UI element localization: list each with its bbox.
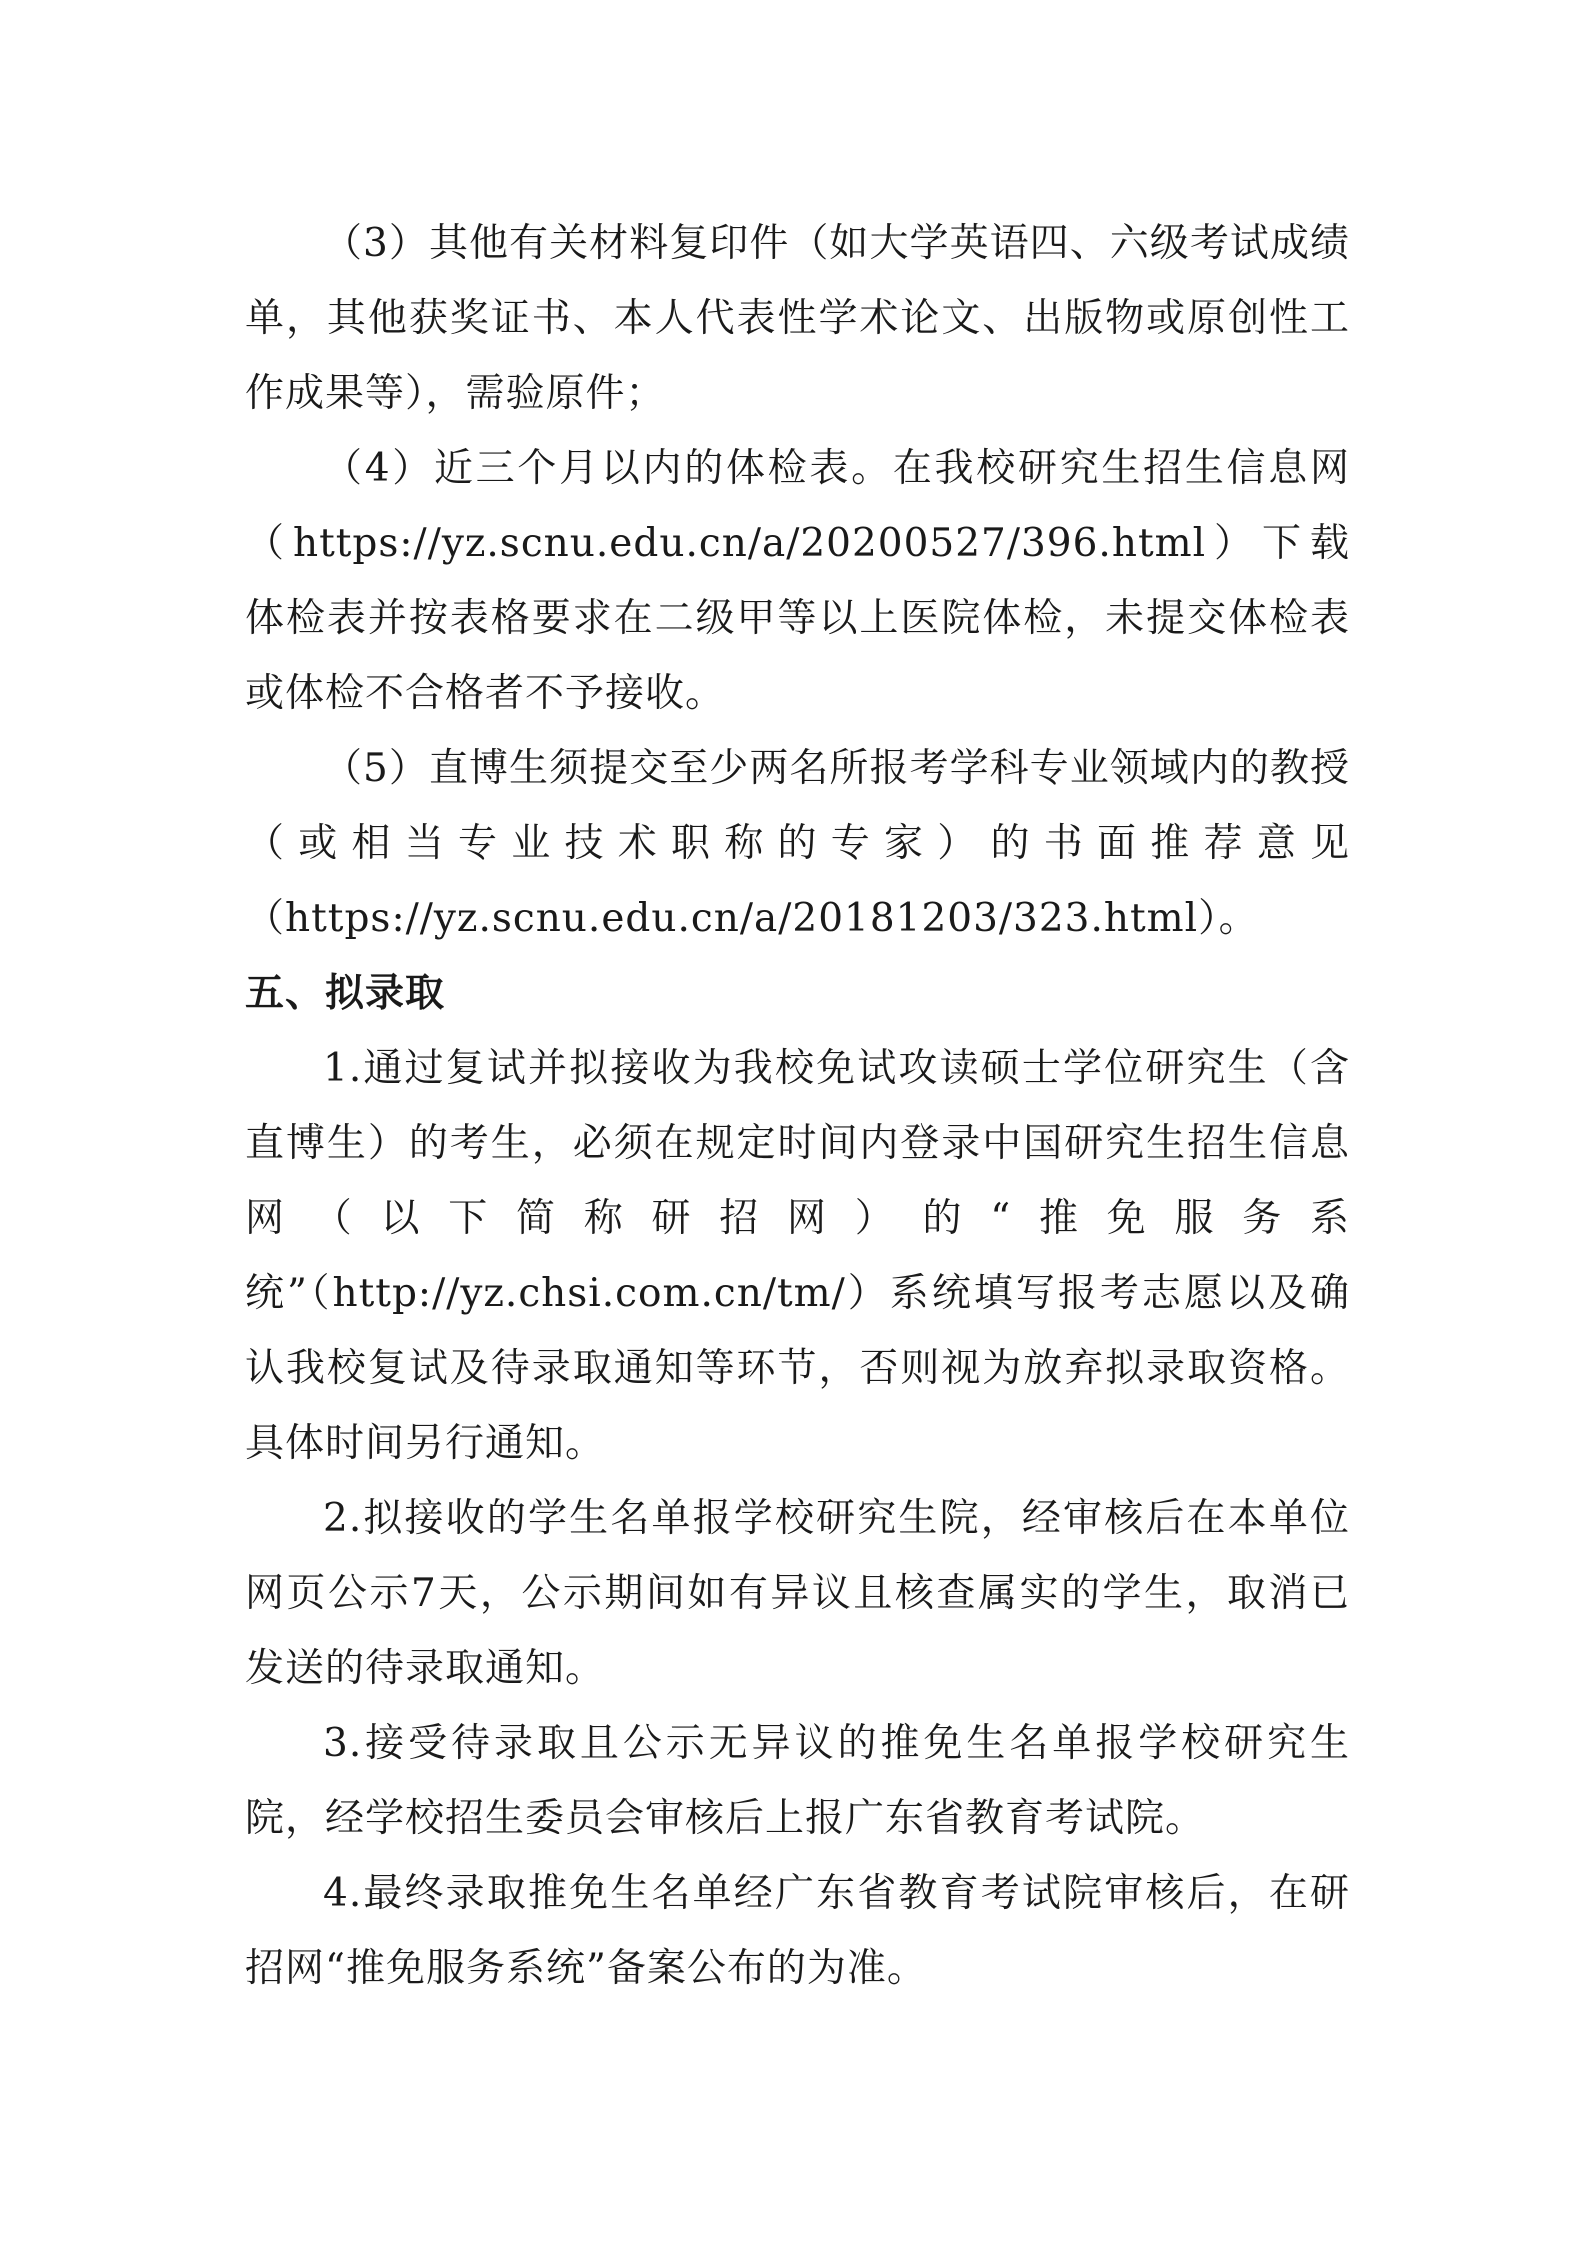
- admission-paragraph-2: 2.拟接收的学生名单报学校研究生院，经审核后在本单位网页公示7天，公示期间如有异议且核查属实的学生，取消已发送的待录取通知。: [245, 1496, 1350, 1691]
- admission-paragraph-1: 1.通过复试并拟接收为我校免试攻读硕士学位研究生（含直博生）的考生，必须在规定时间内登录中国研究生招生信息网（以下简称研招网）的“推免服务系统”（http://yz.chsi.com.cn/tm/）系统填写报考志愿以及确认我校复试及待录取通知等环节，否则视为放弃拟录取资格。具体时间另行通知。: [245, 1046, 1350, 1466]
- material-item-4: （4）近三个月以内的体检表。在我校研究生招生信息网（https://yz.scnu.edu.cn/a/20200527/396.html）下载体检表并按表格要求在二级甲等以上医院体检，未提交体检表或体检不合格者不予接收。: [245, 446, 1350, 716]
- section-heading-admission: 五、拟录取: [245, 971, 446, 1016]
- material-item-3: （3）其他有关材料复印件（如大学英语四、六级考试成绩单，其他获奖证书、本人代表性学术论文、出版物或原创性工作成果等），需验原件；: [245, 221, 1350, 416]
- material-item-5: （5）直博生须提交至少两名所报考学科专业领域内的教授（或相当专业技术职称的专家）的书面推荐意见（https://yz.scnu.edu.cn/a/20181203/323.html）。: [245, 746, 1350, 941]
- admission-paragraph-4: 4.最终录取推免生名单经广东省教育考试院审核后，在研招网“推免服务系统”备案公布的为准。: [245, 1871, 1350, 1991]
- document-page: [245, 206, 1350, 2006]
- admission-paragraph-3: 3.接受待录取且公示无异议的推免生名单报学校研究生院，经学校招生委员会审核后上报广东省教育考试院。: [245, 1721, 1350, 1841]
